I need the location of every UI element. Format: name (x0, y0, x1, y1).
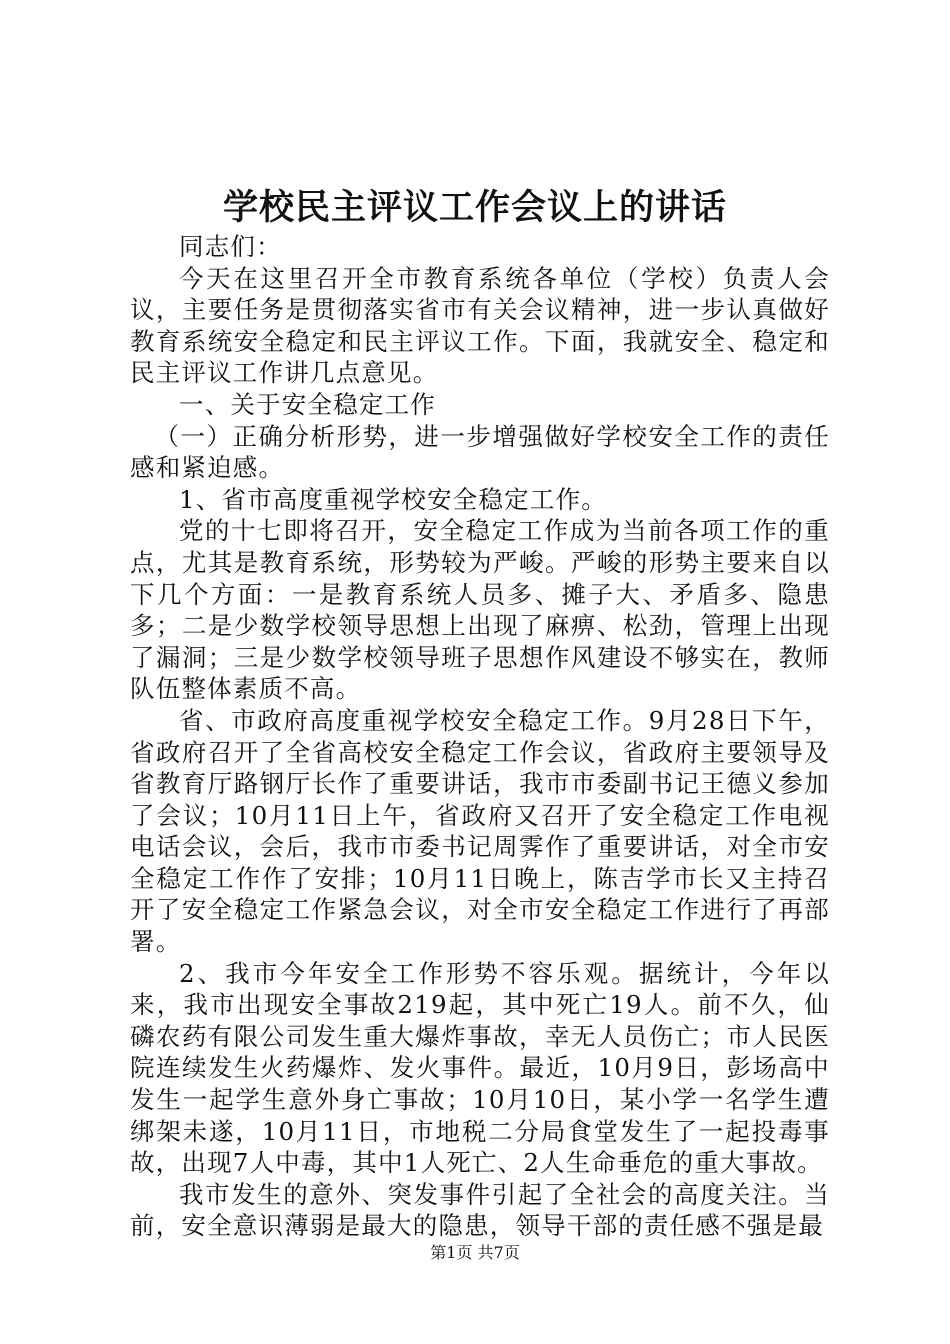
paragraph: 今天在这里召开全市教育系统各单位（学校）负责人会议，主要任务是贯彻落实省市有关会议精神，进一步认真做好教育系统安全稳定和民主评议工作。下面，我就安全、稳定和民主评议工作讲几点意见。 (130, 263, 830, 388)
paragraph: 我市发生的意外、突发事件引起了全社会的高度关注。当前，安全意识薄弱是最大的隐患，领导干部的责任感不强是最 (130, 1179, 830, 1241)
page-number-footer: 第1页 共7页 (430, 1243, 520, 1262)
item-heading: 1、省市高度重视学校安全稳定工作。 (179, 484, 607, 514)
subsection-heading: （一）正确分析形势，进一步增强做好学校安全工作的责任感和紧迫感。 (130, 421, 830, 483)
paragraph: 2、我市今年安全工作形势不容乐观。据统计，今年以来，我市出现安全事故219起，其中死亡19人。前不久，仙磷农药有限公司发生重大爆炸事故，幸无人员伤亡；市人民医院连续发生火药爆炸、发火事件。最近，10月9日，彭场高中发生一起学生意外身亡事故；10月10日，某小学一名学生遭绑架未遂，10月11日，市地税二分局食堂发生了一起投毒事故，出现7人中毒，其中1人死亡、2人生命垂危的重大事故。 (130, 958, 830, 1178)
paragraph: 省、市政府高度重视学校安全稳定工作。9月28日下午，省政府召开了全省高校安全稳定工作会议，省政府主要领导及省教育厅路钢厅长作了重要讲话，我市市委副书记王德义参加了会议；10月11日上午，省政府又召开了安全稳定工作电视电话会议，会后，我市市委书记周霁作了重要讲话，对全市安全稳定工作作了安排；10月11日晚上，陈吉学市长又主持召开了安全稳定工作紧急会议，对全市安全稳定工作进行了再部署。 (130, 705, 830, 957)
salutation: 同志们： (179, 232, 282, 261)
document-body (130, 231, 830, 1242)
section-heading: 一、关于安全稳定工作 (179, 389, 436, 419)
paragraph: 党的十七即将召开，安全稳定工作成为当前各项工作的重点，尤其是教育系统，形势较为严峻。严峻的形势主要来自以下几个方面：一是教育系统人员多、摊子大、矛盾多、隐患多；二是少数学校领导思想上出现了麻痹、松劲，管理上出现了漏洞；三是少数学校领导班子思想作风建设不够实在，教师队伍整体素质不高。 (130, 516, 830, 704)
document-title: 学校民主评议工作会议上的讲话 (222, 187, 727, 228)
